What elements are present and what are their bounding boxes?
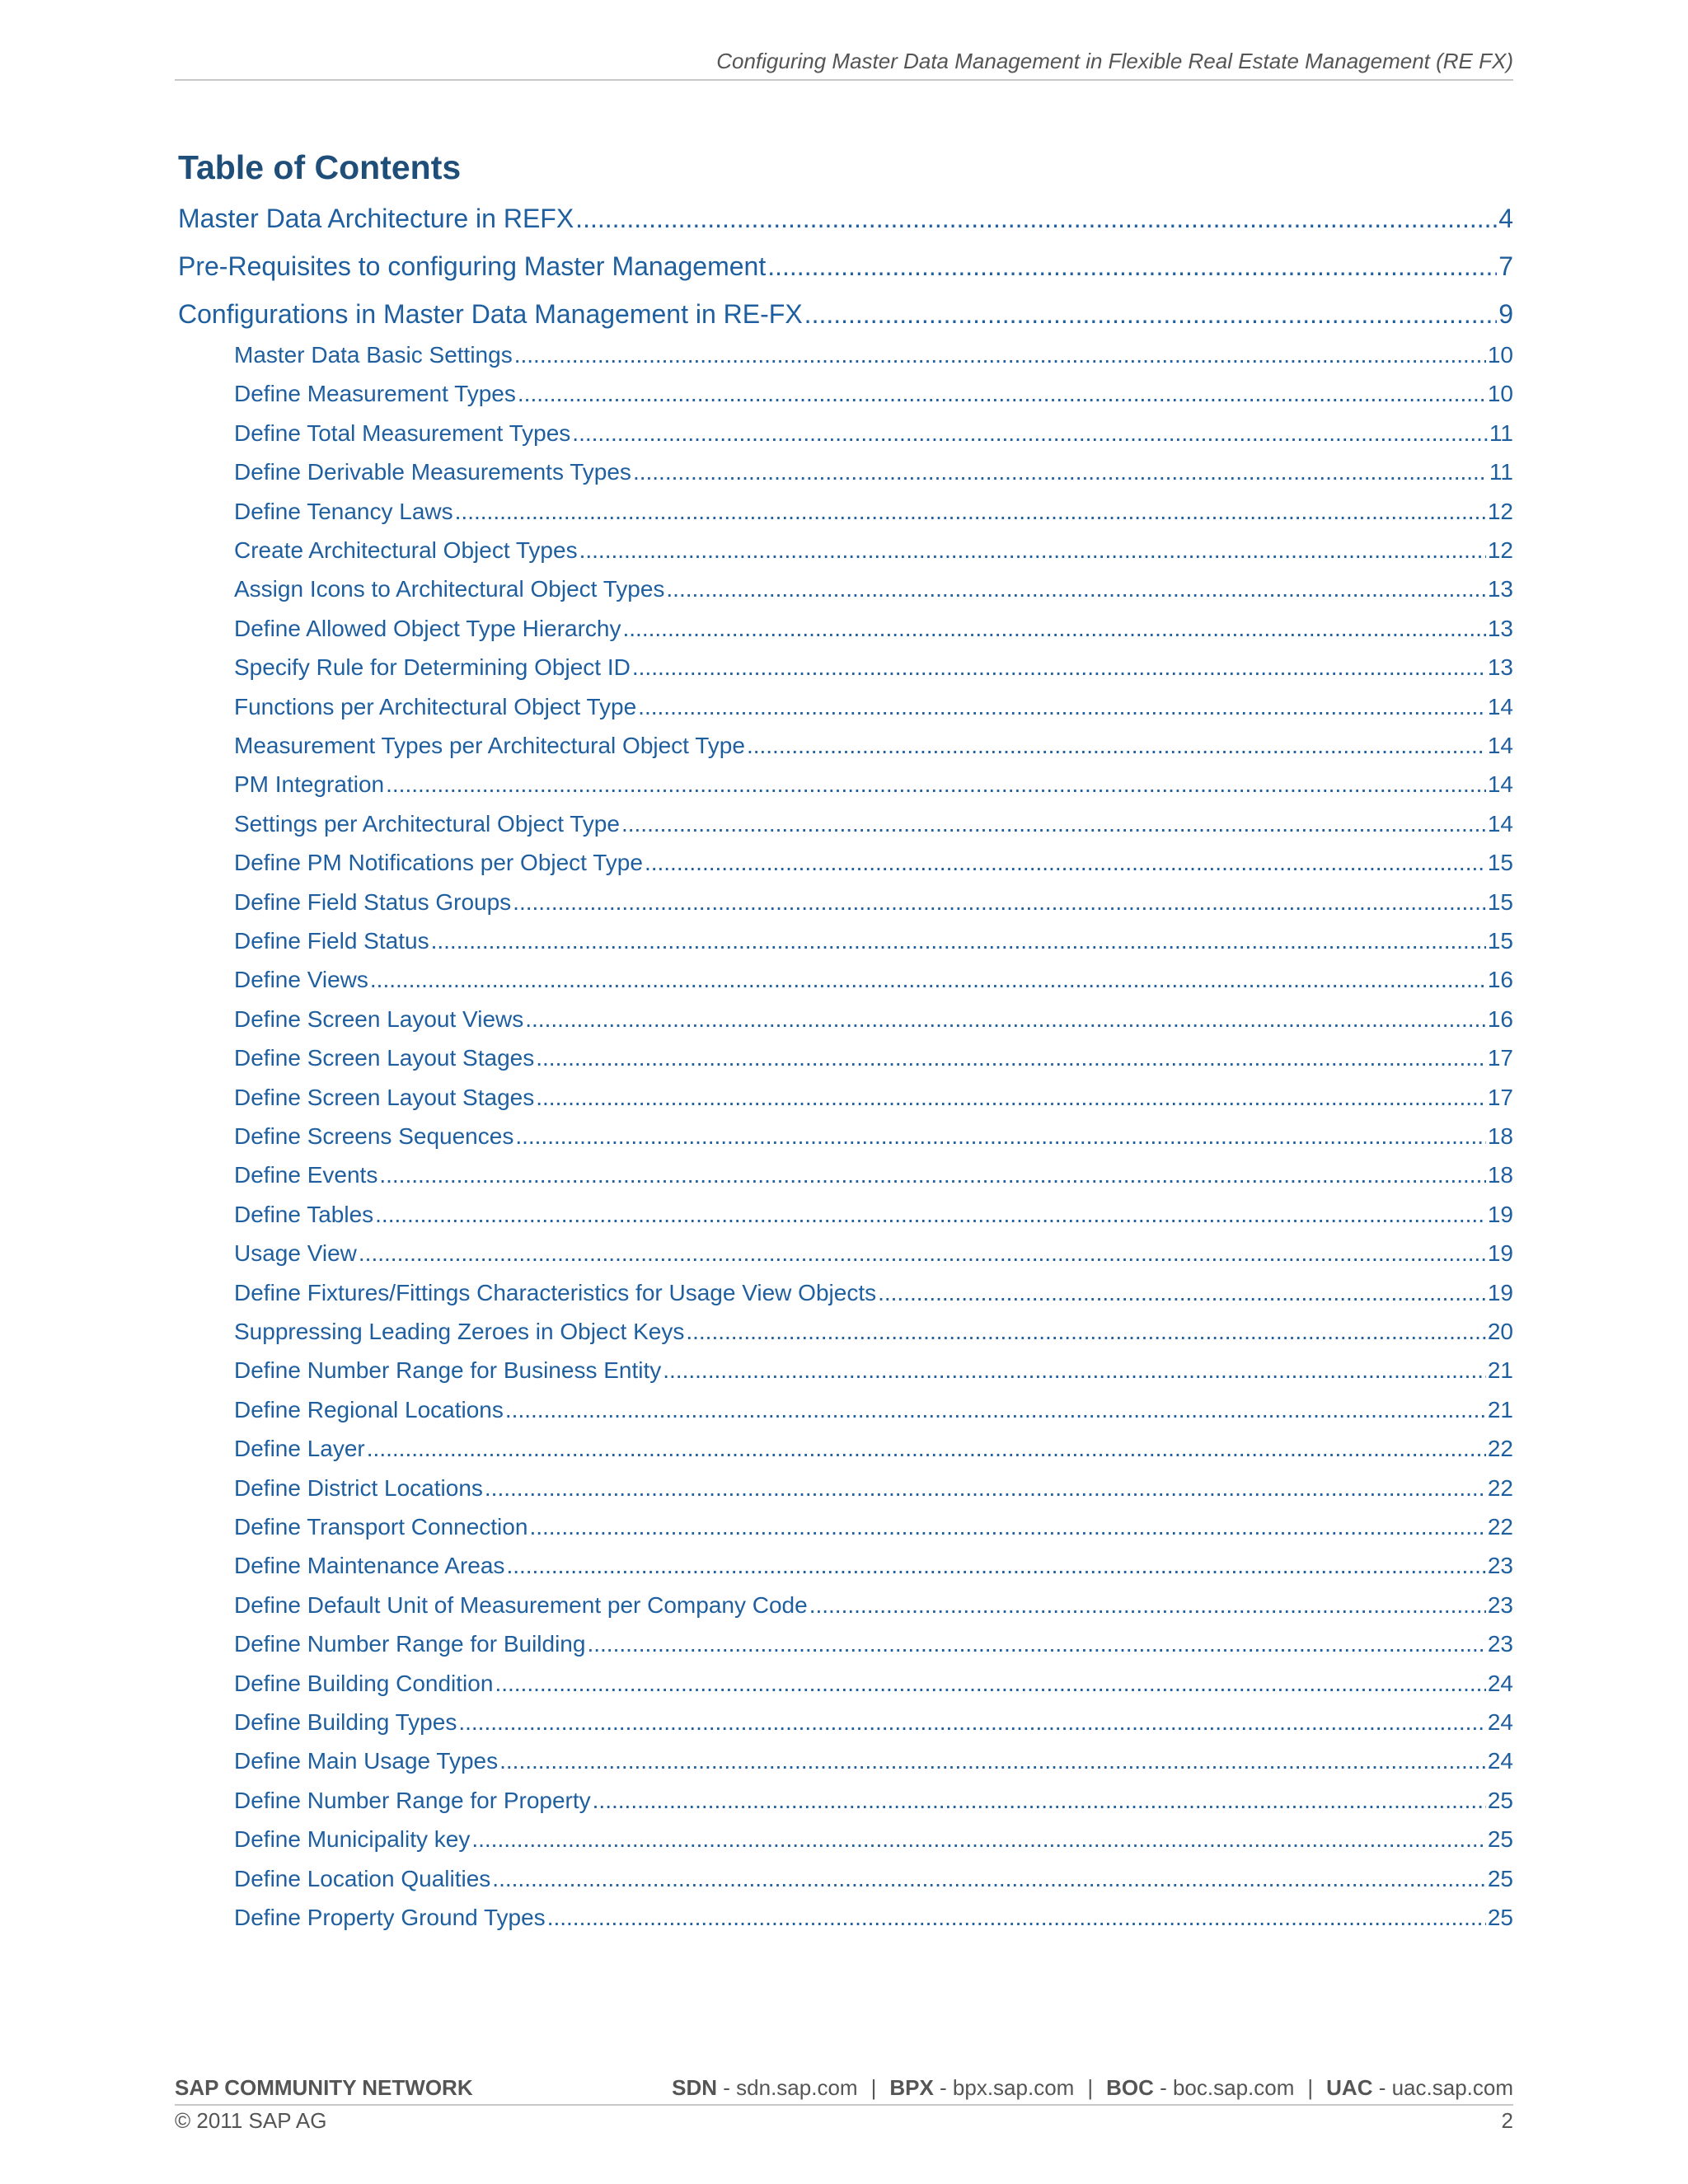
toc-entry-label: Define Tenancy Laws [234,498,453,524]
toc-entry[interactable] [234,811,1513,837]
toc-entry[interactable] [234,1162,1513,1188]
toc-entry-label: Define Screen Layout Stages [234,1045,535,1071]
toc-entry-page: 15 [1487,850,1513,876]
toc-leader-dots [593,1788,1486,1814]
toc-entry-page: 12 [1487,498,1513,524]
toc-entry-label: Pre-Requisites to configuring Master Management [178,251,767,281]
toc-entry-label: Define Fixtures/Fittings Characteristics for Usage View Objects [234,1279,877,1305]
toc-leader-dots [632,654,1486,681]
toc-entry[interactable] [234,1045,1513,1071]
toc-entry-page: 20 [1487,1319,1513,1344]
toc-leader-dots [495,1671,1485,1697]
toc-leader-dots [518,381,1486,407]
toc-entry-page: 24 [1487,1748,1513,1774]
toc-entry[interactable] [234,1240,1513,1267]
toc-entry-label: Master Data Basic Settings [234,342,513,368]
toc-entry-page: 19 [1487,1201,1513,1227]
toc-entry-page: 14 [1487,733,1513,758]
footer-link-url[interactable]: uac.sap.com [1391,2075,1513,2100]
toc-entry-page: 23 [1487,1553,1513,1579]
toc-entry-page: 18 [1487,1123,1513,1149]
toc-leader-dots [379,1162,1486,1188]
toc-leader-dots [514,342,1486,368]
toc-leader-dots [686,1319,1486,1345]
toc-entry-label: Define Tables [234,1201,374,1227]
toc-entry-label: Define Allowed Object Type Hierarchy [234,615,621,641]
footer-link-url[interactable]: sdn.sap.com [736,2075,858,2100]
toc-entry[interactable] [234,1553,1513,1579]
toc-leader-dots [455,499,1486,525]
toc-entry[interactable] [234,1631,1513,1657]
toc-entry-page: 11 [1489,419,1513,446]
footer-links [672,2075,1513,2101]
toc-entry[interactable] [234,1319,1513,1345]
toc-leader-dots [575,204,1497,234]
toc-leader-dots [367,1436,1486,1462]
toc-entry-label: Usage View [234,1240,357,1267]
toc-leader-dots [633,459,1488,485]
toc-entry-page: 23 [1487,1591,1513,1618]
toc-leader-dots [767,251,1497,282]
page-number: 2 [1501,2108,1513,2133]
toc-leader-dots [623,616,1486,642]
toc-entry[interactable] [234,1006,1513,1033]
toc-entry-label: Define Derivable Measurements Types [234,459,631,485]
toc-entry-label: Assign Icons to Architectural Object Types [234,576,665,602]
toc-entry[interactable] [234,1671,1513,1697]
toc-entry-label: Master Data Architecture in REFX [178,204,574,233]
toc-leader-dots [386,771,1486,798]
toc-entry-label: Measurement Types per Architectural Object Type [234,733,745,758]
toc-leader-dots [587,1631,1485,1657]
toc-entry-label: Specify Rule for Determining Object ID [234,654,631,681]
toc-entry-label: Define Default Unit of Measurement per Company Code [234,1591,808,1618]
toc-entry[interactable] [234,1123,1513,1150]
toc-leader-dots [513,889,1486,916]
toc-entry-page: 23 [1487,1631,1513,1657]
running-header: Configuring Master Data Management in Flexible Real Estate Management (RE FX) [175,49,1513,81]
toc-entry-label: Define Building Condition [234,1670,494,1696]
toc-entry-label: Define District Locations [234,1474,483,1501]
footer-link-code: BPX [889,2075,934,2100]
toc-entry[interactable] [234,459,1513,485]
toc-entry-page: 18 [1487,1162,1513,1188]
toc-entry-label: Suppressing Leading Zeroes in Object Keys [234,1319,685,1344]
toc-entry-page: 19 [1487,1279,1513,1305]
toc-leader-dots [878,1280,1486,1306]
toc-entry[interactable] [234,420,1513,447]
toc-leader-dots [492,1866,1486,1892]
toc-entry[interactable] [178,251,1513,282]
toc-entry[interactable] [234,1592,1513,1619]
toc-entry-label: Define Field Status [234,928,429,954]
toc-leader-dots [536,1045,1486,1071]
toc-leader-dots [529,1514,1485,1540]
toc-entry[interactable] [178,204,1513,234]
toc-entry[interactable] [234,1709,1513,1736]
toc-entry-page: 7 [1498,251,1513,281]
toc-entry-label: Define Screens Sequences [234,1123,514,1149]
toc-leader-dots [804,299,1498,330]
toc-entry-page: 21 [1487,1357,1513,1384]
toc-entry-page: 15 [1487,888,1513,915]
copyright: © 2011 SAP AG [175,2108,327,2133]
toc-entry-page: 22 [1487,1474,1513,1501]
toc-entry[interactable] [234,733,1513,759]
toc-leader-dots [536,1085,1486,1111]
toc-entry-page: 22 [1487,1436,1513,1462]
toc-entry[interactable] [234,1436,1513,1462]
toc-entry-label: Define Location Qualities [234,1865,491,1891]
toc-entry[interactable] [234,499,1513,525]
toc-entry-page: 25 [1487,1865,1513,1891]
toc-leader-dots [621,811,1486,837]
toc-leader-dots [359,1240,1486,1267]
toc-entry[interactable] [234,850,1513,876]
toc-entry-page: 24 [1487,1670,1513,1696]
footer-link-sep: - [1153,2075,1173,2100]
toc-leader-dots [458,1709,1486,1736]
toc-entry-label: Define Number Range for Business Entity [234,1357,662,1384]
toc-entry[interactable] [234,1280,1513,1306]
footer-link-code: SDN [672,2075,718,2100]
footer-link-sep: - [933,2075,953,2100]
toc-entry[interactable] [234,889,1513,916]
footer-link-url[interactable]: bpx.sap.com [952,2075,1075,2100]
toc-leader-dots [666,576,1485,602]
toc-entry[interactable] [234,1905,1513,1931]
toc-entry[interactable] [178,299,1513,330]
toc-entry-label: Settings per Architectural Object Type [234,810,620,837]
toc-entry-label: Define Field Status Groups [234,888,512,915]
toc-entry-label: Define Layer [234,1436,365,1462]
toc-leader-dots [505,1397,1486,1423]
toc-entry-label: Define PM Notifications per Object Type [234,850,643,876]
toc-entry-page: 22 [1487,1514,1513,1540]
footer-link-sep: - [1372,2075,1392,2100]
footer-divider: | [1307,2075,1314,2100]
toc-entry[interactable] [234,1202,1513,1228]
footer-link-sep: - [717,2075,737,2100]
toc-entry[interactable] [234,967,1513,993]
toc-entry-page: 17 [1487,1045,1513,1071]
toc-entry-page: 25 [1487,1826,1513,1853]
toc-entry[interactable] [234,1514,1513,1540]
toc-leader-dots [638,694,1486,720]
toc-entry-page: 14 [1487,693,1513,719]
toc-entry[interactable] [234,1788,1513,1814]
footer-link-url[interactable]: boc.sap.com [1172,2075,1295,2100]
toc-leader-dots [572,420,1488,447]
toc-entry[interactable] [234,1866,1513,1892]
toc-entry-label: Define Number Range for Property [234,1787,591,1813]
toc-entry-page: 25 [1487,1905,1513,1930]
toc-entry-page: 10 [1487,381,1513,407]
toc-entry[interactable] [234,1826,1513,1853]
toc-leader-dots [663,1357,1486,1384]
toc-leader-dots [499,1748,1486,1774]
toc-entry[interactable] [234,1085,1513,1111]
footer-bar [175,2075,1513,2106]
toc-entry[interactable] [234,616,1513,642]
toc-leader-dots [375,1202,1486,1228]
toc-entry-page: 19 [1487,1240,1513,1267]
toc-entry[interactable] [234,1748,1513,1774]
toc-entry-page: 24 [1487,1709,1513,1735]
toc-leader-dots [747,733,1486,759]
toc-entry[interactable] [234,381,1513,407]
toc-entry[interactable] [234,1397,1513,1423]
toc-leader-dots [506,1553,1485,1579]
toc-entry-label: Define Screen Layout Stages [234,1084,535,1110]
toc-entry[interactable] [234,342,1513,368]
toc-entry-label: Define Municipality key [234,1826,471,1853]
toc-leader-dots [370,967,1486,993]
toc-entry[interactable] [234,771,1513,798]
toc-entry-page: 16 [1487,1005,1513,1032]
toc-entry-label: Define Screen Layout Views [234,1005,524,1032]
toc-entry-label: Define Total Measurement Types [234,419,571,446]
toc-entry-label: Define Number Range for Building [234,1631,586,1657]
toc-entry[interactable] [234,694,1513,720]
toc-entry-page: 13 [1487,654,1513,681]
toc-entry-page: 16 [1487,967,1513,993]
toc-entry[interactable] [234,576,1513,602]
toc-leader-dots [645,850,1486,876]
footer-bottom [175,2108,1513,2134]
toc-title: Table of Contents [178,148,462,186]
toc-entry-label: Define Regional Locations [234,1396,504,1422]
footer-network-name: SAP COMMUNITY NETWORK [175,2075,473,2100]
toc-entry-label: Define Transport Connection [234,1514,528,1540]
footer-divider: | [1087,2075,1094,2100]
toc-entry[interactable] [234,654,1513,681]
toc-entry[interactable] [234,1475,1513,1502]
footer-divider: | [870,2075,877,2100]
toc-entry-label: Define Building Types [234,1709,457,1735]
toc-leader-dots [431,928,1486,954]
toc-entry-page: 13 [1487,576,1513,602]
toc-leader-dots [515,1123,1486,1150]
toc-entry-page: 9 [1498,299,1513,329]
toc-entry-page: 14 [1487,771,1513,798]
toc-entry-page: 17 [1487,1084,1513,1110]
toc-entry-page: 14 [1487,810,1513,837]
toc-entry-label: Functions per Architectural Object Type [234,693,637,719]
footer-link-code: UAC [1326,2075,1373,2100]
toc-entry-page: 13 [1487,615,1513,641]
toc-leader-dots [809,1592,1486,1619]
toc-entry-page: 15 [1487,928,1513,954]
toc-leader-dots [579,537,1486,564]
toc-entry-label: Define Measurement Types [234,381,516,407]
toc-entry-page: 4 [1498,204,1513,233]
toc-leader-dots [471,1826,1486,1853]
toc-leader-dots [485,1475,1486,1502]
footer-link-code: BOC [1106,2075,1154,2100]
toc-entry[interactable] [234,537,1513,564]
toc-entry-label: Define Property Ground Types [234,1905,546,1930]
toc-entry-page: 10 [1487,342,1513,368]
toc-entry-label: Define Main Usage Types [234,1748,499,1774]
toc-leader-dots [525,1006,1486,1033]
toc-entry[interactable] [234,1357,1513,1384]
toc-entry-label: Define Maintenance Areas [234,1553,505,1579]
toc-entry-page: 21 [1487,1396,1513,1422]
toc-entry-page: 12 [1487,537,1513,563]
toc-entry-page: 25 [1487,1787,1513,1813]
toc-entry-label: PM Integration [234,771,385,798]
toc-entry-label: Configurations in Master Data Management in RE-FX [178,299,803,329]
toc-entry-label: Define Views [234,967,368,993]
toc-entry-page: 11 [1489,459,1513,485]
toc-entry-label: Create Architectural Object Types [234,537,578,563]
toc-entry[interactable] [234,928,1513,954]
toc-leader-dots [547,1905,1486,1931]
toc-entry-label: Define Events [234,1162,378,1188]
